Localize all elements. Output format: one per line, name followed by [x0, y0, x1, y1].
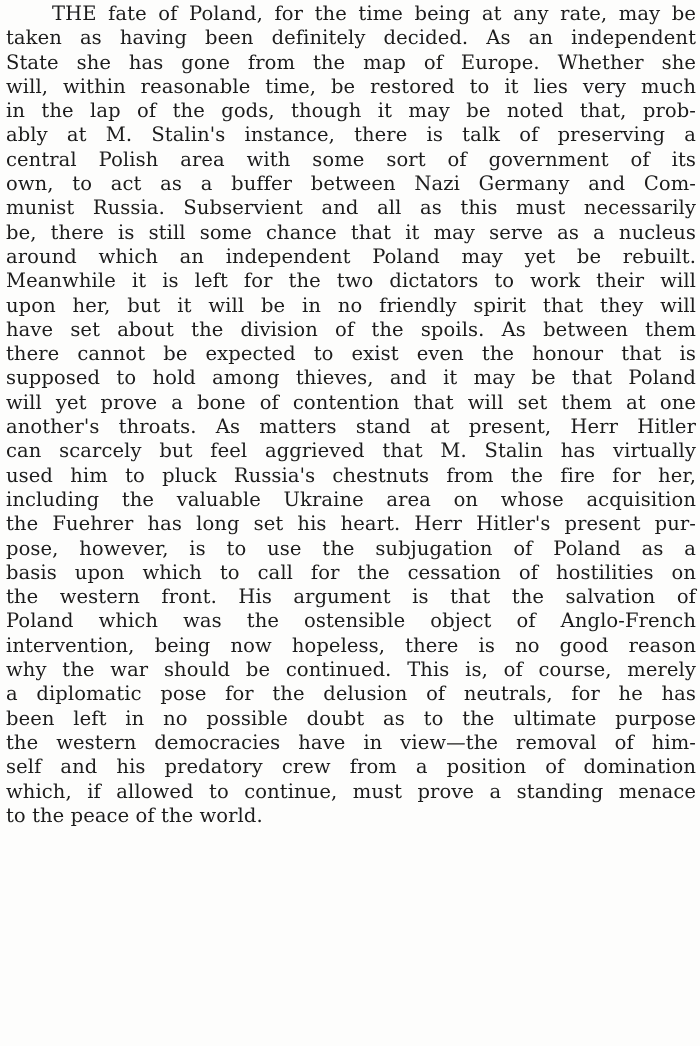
text-line: Poland which was the ostensible object of Anglo-French	[6, 609, 696, 633]
text-line: supposed to hold among thieves, and it may be that Poland	[6, 366, 696, 390]
text-line: have set about the division of the spoils. As between them	[6, 317, 696, 341]
text-line: self and his predatory crew from a position of domination	[6, 755, 696, 779]
text-line: Meanwhile it is left for the two dictators to work their will	[6, 269, 696, 293]
text-line: own, to act as a buffer between Nazi Germany and Com-	[6, 172, 696, 196]
text-line: intervention, being now hopeless, there is no good reason	[6, 633, 696, 657]
text-line: pose, however, is to use the subjugation of Poland as a	[6, 536, 696, 560]
text-line: central Polish area with some sort of government of its	[6, 147, 696, 171]
text-line: in the lap of the gods, though it may be noted that, prob-	[6, 99, 696, 123]
text-line: another's throats. As matters stand at present, Herr Hitler	[6, 415, 696, 439]
text-line: including the valuable Ukraine area on whose acquisition	[6, 487, 696, 511]
text-line: upon her, but it will be in no friendly spirit that they will	[6, 293, 696, 317]
text-line: will yet prove a bone of contention that will set them at one	[6, 390, 696, 414]
text-line: can scarcely but feel aggrieved that M. Stalin has virtually	[6, 439, 696, 463]
text-line: used him to pluck Russia's chestnuts from the fire for her,	[6, 463, 696, 487]
text-line: be, there is still some chance that it may serve as a nucleus	[6, 220, 696, 244]
text-line: State she has gone from the map of Europe. Whether she	[6, 50, 696, 74]
text-line: there cannot be expected to exist even the honour that is	[6, 342, 696, 366]
text-line: the Fuehrer has long set his heart. Herr Hitler's present pur-	[6, 512, 696, 536]
text-line: been left in no possible doubt as to the ultimate purpose	[6, 706, 696, 730]
text-line: basis upon which to call for the cessation of hostilities on	[6, 560, 696, 584]
article-text	[6, 2, 696, 828]
text-line: munist Russia. Subservient and all as this must necessarily	[6, 196, 696, 220]
text-line: taken as having been definitely decided. As an independent	[6, 26, 696, 50]
text-line: around which an independent Poland may yet be rebuilt.	[6, 244, 696, 268]
text-line: will, within reasonable time, be restored to it lies very much	[6, 74, 696, 98]
text-line: the western front. His argument is that the salvation of	[6, 585, 696, 609]
text-line: to the peace of the world.	[6, 803, 263, 827]
text-line: why the war should be continued. This is, of course, merely	[6, 658, 696, 682]
text-line: a diplomatic pose for the delusion of neutrals, for he has	[6, 682, 696, 706]
text-line: THE fate of Poland, for the time being at any rate, may be	[52, 2, 696, 25]
text-line: which, if allowed to continue, must prove a standing menace	[6, 779, 696, 803]
text-line: ably at M. Stalin's instance, there is talk of preserving a	[6, 123, 696, 147]
text-line: the western democracies have in view—the removal of him-	[6, 730, 696, 754]
